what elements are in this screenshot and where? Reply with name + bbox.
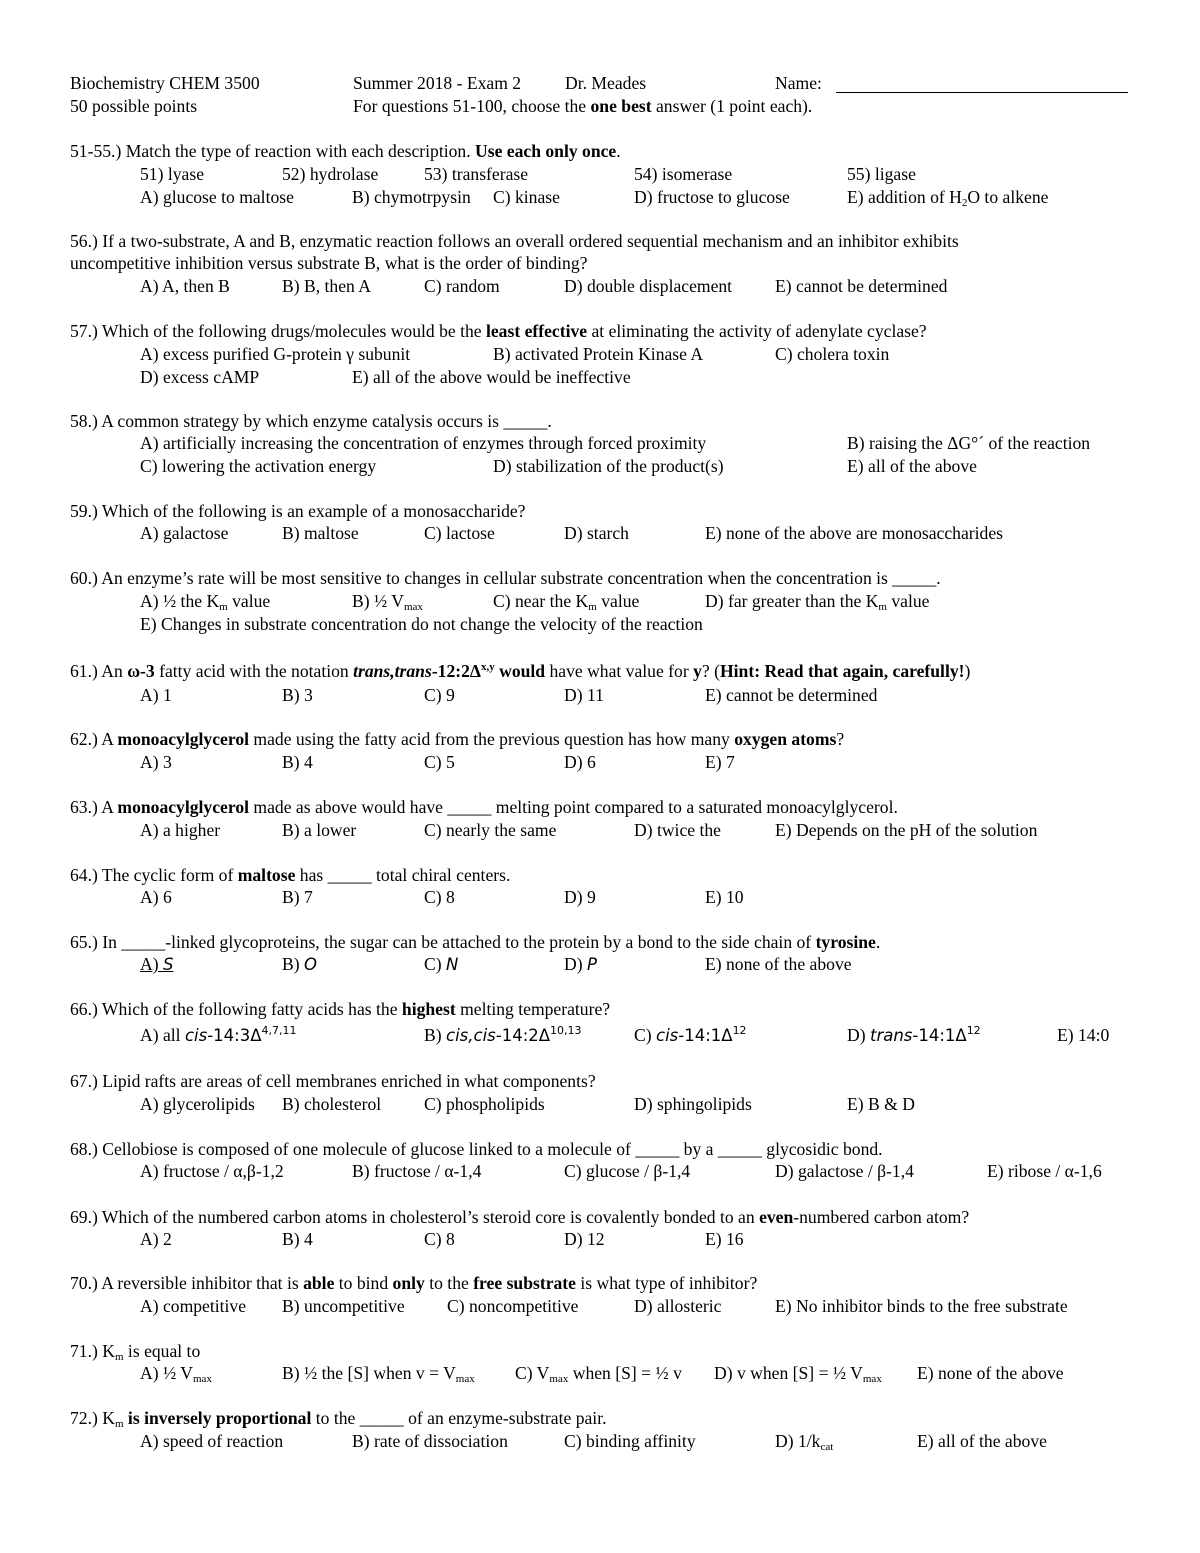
q51-option-b: B) chymotrpysin <box>352 187 471 207</box>
q71-option-a: A) ½ $V_{max}$ <box>140 1363 212 1385</box>
q70-stem: 70.) A reversible inhibitor that is able to bind only to the free substrate is what type of inhibitor? <box>70 1273 758 1293</box>
q57-option-d: D) excess cAMP <box>140 367 260 387</box>
q70-option-a: A) competitive <box>140 1296 247 1316</box>
q68-option-b: B) fructose / α-1,4 <box>352 1161 482 1181</box>
q61-option-a: A) 1 <box>140 685 172 705</box>
q62-option-c: C) 5 <box>424 752 455 772</box>
q63-option-d: D) twice the <box>634 820 721 840</box>
q57-option-b: B) activated Protein Kinase A <box>493 344 704 364</box>
q62-option-a: A) 3 <box>140 752 172 772</box>
q70-option-c: C) noncompetitive <box>447 1296 579 1316</box>
q71-stem: 71.) $K_m$ is equal to <box>70 1341 201 1363</box>
q59-stem: 59.) Which of the following is an example of a monosaccharide? <box>70 501 526 521</box>
q70-option-d: D) allosteric <box>634 1296 722 1316</box>
q66-stem: 66.) Which of the following fatty acids has the highest melting temperature? <box>70 999 611 1019</box>
q59-option-d: D) starch <box>564 523 629 543</box>
q57-stem: 57.) Which of the following drugs/molecules would be the least effective at eliminating the activity of adenylate cyclase? <box>70 321 927 341</box>
course-title: Biochemistry CHEM 3500 <box>70 73 260 93</box>
q56-stem-line2: uncompetitive inhibition versus substrate B, what is the order of binding? <box>70 253 588 273</box>
q62-option-e: E) 7 <box>705 752 735 772</box>
q65-option-b: B) O <box>282 954 317 974</box>
q66-option-a: A) all cis-$14:3\Delta^{4,7,11}$ <box>140 1024 297 1045</box>
q67-option-c: C) phospholipids <box>424 1094 545 1114</box>
q64-option-b: B) 7 <box>282 887 313 907</box>
q59-option-b: B) maltose <box>282 523 359 543</box>
q65-option-c: C) N <box>424 954 459 974</box>
q68-option-e: E) ribose / α-1,6 <box>987 1161 1102 1181</box>
q67-option-b: B) cholesterol <box>282 1094 382 1114</box>
q64-stem: 64.) The cyclic form of maltose has _____ total chiral centers. <box>70 865 511 885</box>
q59-option-a: A) galactose <box>140 523 229 543</box>
q67-option-d: D) sphingolipids <box>634 1094 752 1114</box>
q55-item: 55) ligase <box>847 164 916 184</box>
q67-option-e: E) B & D <box>847 1094 915 1114</box>
q70-option-e: E) No inhibitor binds to the free substrate <box>775 1296 1068 1316</box>
q69-option-a: A) 2 <box>140 1229 172 1249</box>
q57-option-a: A) excess purified G-protein γ subunit <box>140 344 411 364</box>
q56-stem-line1: 56.) If a two-substrate, A and B, enzymatic reaction follows an overall ordered sequential mechanism and an inhibitor exhibits <box>70 231 959 251</box>
q69-option-d: D) 12 <box>564 1229 605 1249</box>
q51-option-c: C) kinase <box>493 187 560 207</box>
q66-option-d: D) trans-$14:1\Delta^{12}$ <box>847 1024 981 1045</box>
instructor-name: Dr. Meades <box>565 73 647 93</box>
q67-option-a: A) glycerolipids <box>140 1094 255 1114</box>
q61-option-b: B) 3 <box>282 685 313 705</box>
name-blank-line[interactable] <box>836 92 1128 93</box>
q56-option-c: C) random <box>424 276 500 296</box>
q69-option-b: B) 4 <box>282 1229 313 1249</box>
name-label: Name: <box>775 73 822 93</box>
q57-option-e: E) all of the above would be ineffective <box>352 367 631 387</box>
q65-option-a: A) S <box>140 954 174 974</box>
q68-option-a: A) fructose / α,β-1,2 <box>140 1161 284 1181</box>
q60-option-e: E) Changes in substrate concentration do not change the velocity of the reaction <box>140 614 703 634</box>
q58-option-a: A) artificially increasing the concentration of enzymes through forced proximity <box>140 433 707 453</box>
q64-option-c: C) 8 <box>424 887 455 907</box>
q66-option-e: E) 14:0 <box>1057 1025 1110 1045</box>
q68-option-d: D) galactose / β-1,4 <box>775 1161 914 1181</box>
q72-stem: 72.) $K_m$ is inversely proportional to the _____ of an enzyme-substrate pair. <box>70 1408 607 1430</box>
q72-option-c: C) binding affinity <box>564 1431 696 1451</box>
q61-stem: 61.) An ω-3 fatty acid with the notation $trans,trans-12:2\Delta^{x,y}$ would have what value for y? (Hint: Read that again, carefully!) <box>70 661 971 681</box>
q51-option-e: E) addition of $H_2O$ to alkene <box>847 187 1049 209</box>
q58-option-c: C) lowering the activation energy <box>140 456 377 476</box>
q60-stem: 60.) An enzyme’s rate will be most sensitive to changes in cellular substrate concentration when the concentration is _____. <box>70 568 941 588</box>
q63-option-c: C) nearly the same <box>424 820 557 840</box>
possible-points: 50 possible points <box>70 96 198 116</box>
q62-stem: 62.) A monoacylglycerol made using the fatty acid from the previous question has how many oxygen atoms? <box>70 729 845 749</box>
q68-option-c: C) glucose / β-1,4 <box>564 1161 691 1181</box>
q72-option-a: A) speed of reaction <box>140 1431 284 1451</box>
q57-option-c: C) cholera toxin <box>775 344 890 364</box>
q60-option-c: C) near the $K_m$ value <box>493 591 640 613</box>
q51-item: 51) lyase <box>140 164 205 184</box>
q62-option-b: B) 4 <box>282 752 313 772</box>
q71-option-e: E) none of the above <box>917 1363 1064 1383</box>
q59-option-c: C) lactose <box>424 523 495 543</box>
q62-option-d: D) 6 <box>564 752 596 772</box>
instructions: For questions 51-100, choose the one best answer (1 point each). <box>353 96 813 116</box>
q67-stem: 67.) Lipid rafts are areas of cell membranes enriched in what components? <box>70 1071 596 1091</box>
q66-option-c: C) cis-$14:1\Delta^{12}$ <box>634 1024 747 1045</box>
q61-option-d: D) 11 <box>564 685 604 705</box>
q61-option-e: E) cannot be determined <box>705 685 878 705</box>
q68-stem: 68.) Cellobiose is composed of one molecule of glucose linked to a molecule of _____ by a _____ glycosidic bond. <box>70 1139 883 1159</box>
q65-option-e: E) none of the above <box>705 954 852 974</box>
q56-option-b: B) B, then A <box>282 276 371 296</box>
q58-stem: 58.) A common strategy by which enzyme catalysis occurs is _____. <box>70 411 552 431</box>
q72-option-e: E) all of the above <box>917 1431 1047 1451</box>
q64-option-e: E) 10 <box>705 887 744 907</box>
q72-option-b: B) rate of dissociation <box>352 1431 508 1451</box>
q71-option-c: C) $V_{max}$ when [S] = ½ v <box>515 1363 682 1385</box>
q51-stem: 51-55.) Match the type of reaction with each description. Use each only once. <box>70 141 621 161</box>
q65-option-d: D) P <box>564 954 597 974</box>
q63-stem: 63.) A monoacylglycerol made as above would have _____ melting point compared to a saturated monoacylglycerol. <box>70 797 898 817</box>
q51-option-a: A) glucose to maltose <box>140 187 294 207</box>
q56-option-a: A) A, then B <box>140 276 230 296</box>
q63-option-b: B) a lower <box>282 820 357 840</box>
q72-option-d: D) $1/k_{cat}$ <box>775 1431 834 1453</box>
q63-option-e: E) Depends on the pH of the solution <box>775 820 1038 840</box>
q54-item: 54) isomerase <box>634 164 733 184</box>
q59-option-e: E) none of the above are monosaccharides <box>705 523 1003 543</box>
q64-option-a: A) 6 <box>140 887 172 907</box>
q61-option-c: C) 9 <box>424 685 455 705</box>
q58-option-e: E) all of the above <box>847 456 977 476</box>
q53-item: 53) transferase <box>424 164 529 184</box>
q70-option-b: B) uncompetitive <box>282 1296 405 1316</box>
q71-option-d: D) v when [S] = ½ $V_{max}$ <box>714 1363 882 1385</box>
q58-option-d: D) stabilization of the product(s) <box>493 456 724 476</box>
q66-option-b: B) $cis,cis-14:2\Delta^{10,13}$ <box>424 1024 582 1045</box>
q56-option-d: D) double displacement <box>564 276 733 296</box>
q64-option-d: D) 9 <box>564 887 596 907</box>
q69-option-e: E) 16 <box>705 1229 744 1249</box>
q60-option-b: B) ½ $V_{max}$ <box>352 591 423 613</box>
exam-title: Summer 2018 - Exam 2 <box>353 73 522 93</box>
q60-option-a: A) ½ the $K_m$ value <box>140 591 271 613</box>
q51-option-d: D) fructose to glucose <box>634 187 790 207</box>
q52-item: 52) hydrolase <box>282 164 379 184</box>
q60-option-d: D) far greater than the $K_m$ value <box>705 591 930 613</box>
q69-stem: 69.) Which of the numbered carbon atoms in cholesterol’s steroid core is covalently bonded to an even-numbered carbon atom? <box>70 1207 970 1227</box>
q71-option-b: B) ½ the [S] when $v = V_{max}$ <box>282 1363 475 1385</box>
q56-option-e: E) cannot be determined <box>775 276 948 296</box>
q65-stem: 65.) In _____-linked glycoproteins, the sugar can be attached to the protein by a bond to the side chain of tyrosine. <box>70 932 881 952</box>
q63-option-a: A) a higher <box>140 820 221 840</box>
q69-option-c: C) 8 <box>424 1229 455 1249</box>
q58-option-b: B) raising the ΔG°´ of the reaction <box>847 433 1091 453</box>
